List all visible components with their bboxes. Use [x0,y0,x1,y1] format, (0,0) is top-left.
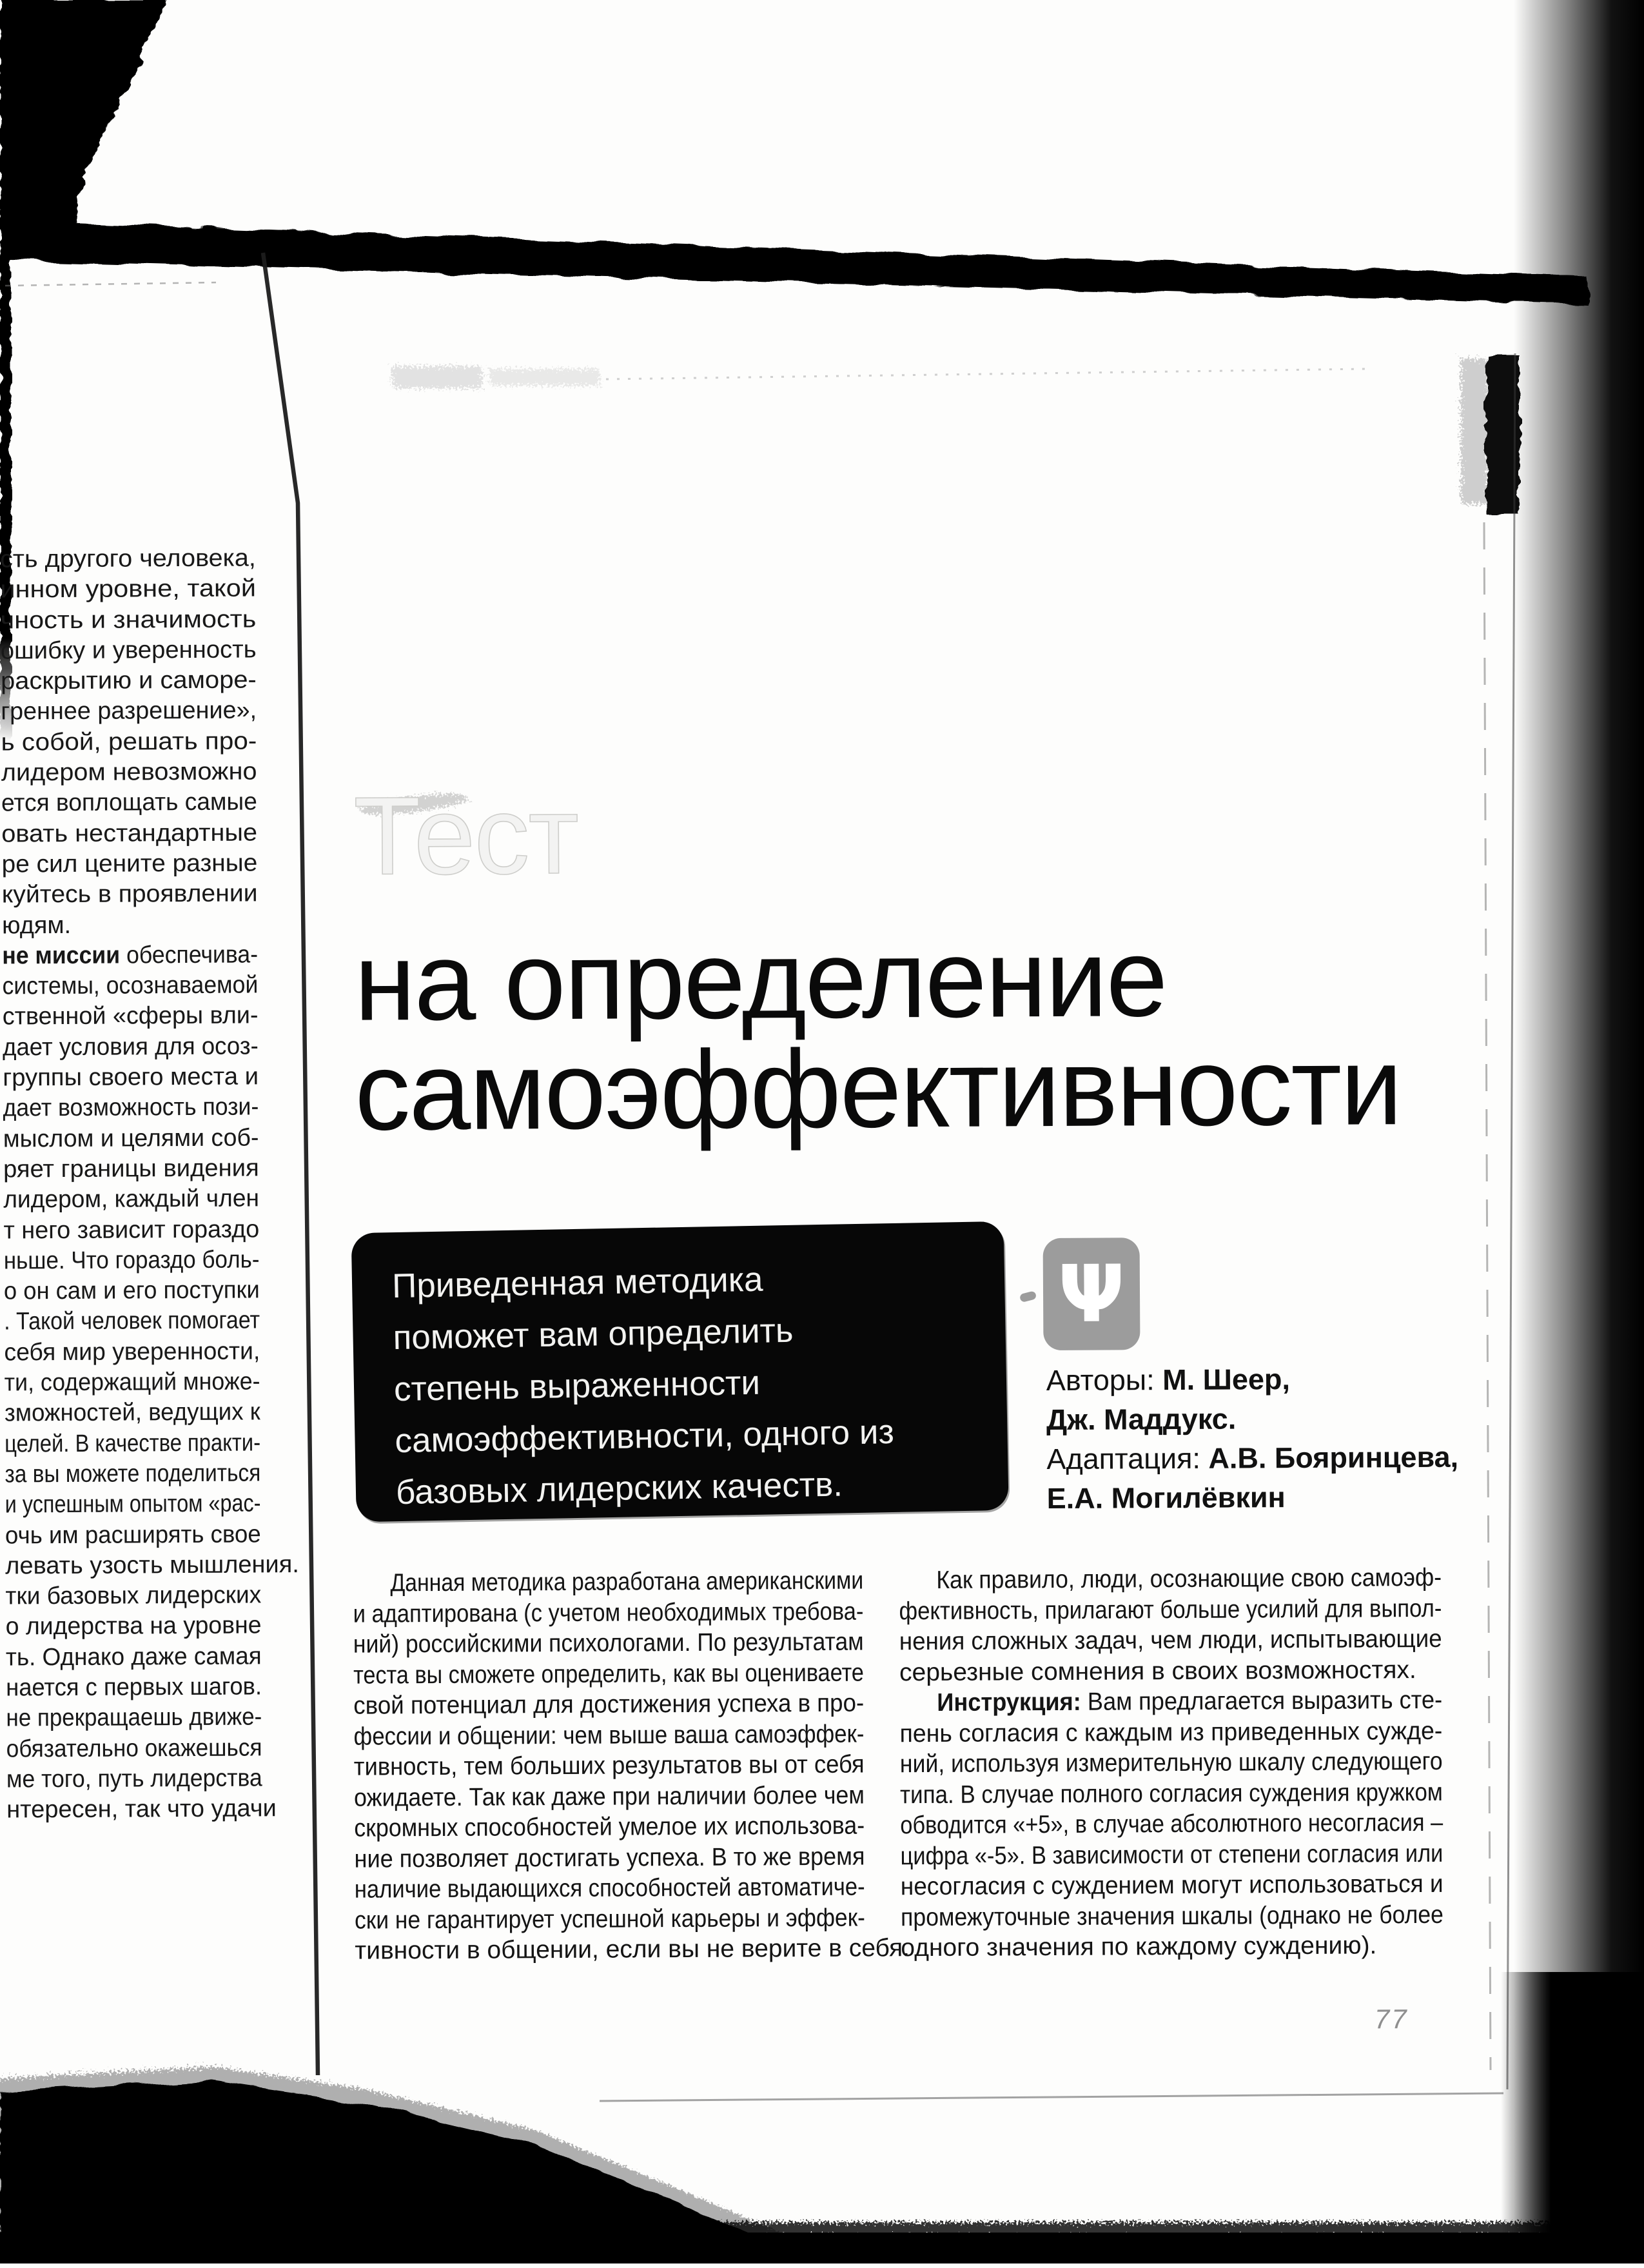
title-block [353,773,1402,1154]
body-col-2: Как правило, люди, осознающие свою самоэф- фективность, прилагают больше усилий для выпол- нения сложных задач, чем люди, испытывающие серьезные сомнения в своих возможностях. Инструкция: Вам предлагается выразить сте- пень согласия с каждым из приведенных сужде- ний, используя измерительную шкалу следующего типа. В случае полного согласия суждения кружком обводится «+5», в случае абсолютного несогласия – цифра «-5». В зависимости от степени согласия или несогласия с суждением могут использоваться и промежуточные значения шкалы (однако не более одного значения по каждому суждению). [899,1563,1444,1962]
psi-icon-dash [1019,1290,1037,1303]
lead-box-text: Приведенная методика поможет вам определить степень выраженности самоэффективности, одного из базовых лидерских качеств. [391,1260,895,1512]
page-title-line-1: на определение [353,916,1167,1044]
psi-icon [1043,1238,1140,1350]
lead-box [351,1221,1009,1522]
byline-adaptation-line-2: Е.А. Могилёвкин [1046,1481,1286,1515]
byline [1046,1359,1459,1518]
body-col-1: Данная методика разработана американскими и адаптирована (с учетом необходимых требова- ний) российскими психологами. По результатам теста вы сможете определить, как вы оцениваете свой потенциал для достижения успеха в про- фессии и общении: чем выше ваша самоэффек- тивность, тем больших результатов вы от себя ожидаете. Так как даже при наличии более чем скромных способностей умелое их использова- ние позволяет достигать успеха. В то же время наличие выдающихся способностей автоматиче- ски не гарантирует успешной карьеры и эффек- тивности в общении, если вы не верите в себя. [353,1566,910,1965]
page-title-line-2: самоэффективности [354,1024,1402,1154]
page-number: 77 [1374,2004,1409,2035]
byline-adaptation-line-1: Адаптация: А.В. Бояринцева, [1046,1440,1459,1476]
prev-page-fragment: сть другого человека, инном уровне, такой чность и значимость ошибку и уверенность раскрытию и саморе- греннее разрешение», ь собой, решать про- лидером невозможно ется воплощать самые овать нестандартные ре сил цените разные куйтесь в проявлении юдям. не миссии обеспечива- системы, осознаваемой ственной «сферы вли- дает условия для осоз- группы своего места и дает возможность пози- мыслом и целями соб- ряет границы видения лидером, каждый член т него зависит гораздо ньше. Что гораздо боль- о он сам и его поступки . Такой человек помогает себя мир уверенности, ти, содержащий множе- зможностей, ведущих к целей. В качестве практи- за вы можете поделиться и успешным опытом «рас- очь им расширять свое левать узость мышления. тки базовых лидерских о лидерства на уровне ть. Однако даже самая нается с первых шагов. не прекращаешь движе- обязательно окажешься ме того, путь лидерства нтересен, так что удачи [0,544,299,1824]
faint-title-word: Тест [353,773,578,898]
byline-authors-line-2: Дж. Маддукс. [1046,1402,1237,1437]
psi-glyph: Ψ [1057,1248,1126,1340]
byline-authors-line-1: Авторы: М. Шеер, [1046,1363,1291,1397]
